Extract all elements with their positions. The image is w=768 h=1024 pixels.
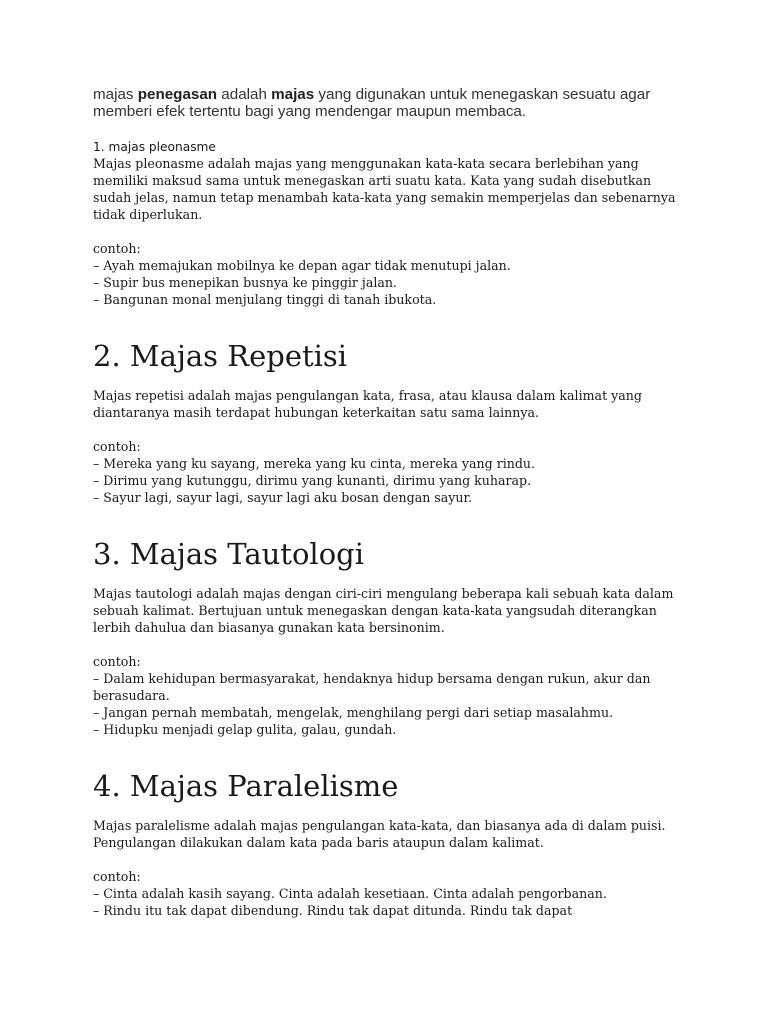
section-paragraph: Majas repetisi adalah majas pengulangan kata, frasa, atau klausa dalam kalimat yang diantaranya masih terdapat hubungan keterkaitan satu sama lainnya.: [93, 388, 642, 420]
document-page: [93, 86, 693, 919]
list-item: – Dirimu yang kutunggu, dirimu yang kunanti, dirimu yang kuharap.: [93, 473, 532, 488]
section-repetisi: [93, 339, 693, 506]
section-tautologi: [93, 537, 693, 738]
example-list: [93, 455, 693, 506]
list-item: – Jangan pernah membatah, mengelak, menghilang pergi dari setiap masalahmu.: [93, 705, 614, 720]
section-heading: 1. majas pleonasme: [93, 140, 216, 154]
intro-bold-majas: majas: [271, 86, 315, 103]
list-item: – Bangunan monal menjulang tinggi di tanah ibukota.: [93, 292, 437, 307]
intro-text: majas: [93, 86, 138, 103]
contoh-label: contoh:: [93, 241, 141, 256]
section-heading: 2. Majas Repetisi: [93, 339, 348, 373]
example-list: [93, 257, 693, 308]
list-item: – Supir bus menepikan busnya ke pinggir jalan.: [93, 275, 397, 290]
section-heading: 4. Majas Paralelisme: [93, 769, 399, 803]
list-item: – Sayur lagi, sayur lagi, sayur lagi aku bosan dengan sayur.: [93, 490, 473, 505]
section-pleonasme: [93, 139, 693, 308]
contoh-label: contoh:: [93, 654, 141, 669]
section-paragraph: Majas paralelisme adalah majas pengulangan kata-kata, dan biasanya ada di dalam puisi. Pengulangan dilakukan dalam kata pada baris ataupun dalam kalimat.: [93, 818, 666, 850]
intro-bold-penegasan: penegasan: [137, 86, 218, 103]
contoh-label: contoh:: [93, 869, 141, 884]
list-item: – Hidupku menjadi gelap gulita, galau, gundah.: [93, 722, 397, 737]
list-item: – Dalam kehidupan bermasyarakat, hendaknya hidup bersama dengan rukun, akur dan berasudara.: [93, 671, 651, 703]
section-heading: 3. Majas Tautologi: [93, 537, 364, 571]
list-item: – Rindu itu tak dapat dibendung. Rindu tak dapat ditunda. Rindu tak dapat: [93, 903, 573, 918]
section-paragraph: Majas pleonasme adalah majas yang menggunakan kata-kata secara berlebihan yang memiliki maksud sama untuk menegaskan arti suatu kata. Kata yang sudah disebutkan sudah jelas, namun tetap menambah kata-kata yang semakin memperjelas dan sebenarnya tidak diperlukan.: [93, 156, 676, 222]
intro-paragraph: [93, 86, 693, 120]
list-item: – Cinta adalah kasih sayang. Cinta adalah kesetiaan. Cinta adalah pengorbanan.: [93, 886, 607, 901]
section-paralelisme: [93, 769, 693, 919]
intro-text: adalah: [217, 86, 272, 103]
contoh-label: contoh:: [93, 439, 141, 454]
intro-text: yang digunakan untuk menegaskan sesuatu agar memberi efek tertentu bagi yang mendengar maupun membaca.: [93, 86, 651, 120]
example-list: [93, 885, 693, 919]
list-item: – Ayah memajukan mobilnya ke depan agar tidak menutupi jalan.: [93, 258, 511, 273]
example-list: [93, 670, 693, 738]
list-item: – Mereka yang ku sayang, mereka yang ku cinta, mereka yang rindu.: [93, 456, 536, 471]
section-paragraph: Majas tautologi adalah majas dengan ciri-ciri mengulang beberapa kali sebuah kata dalam sebuah kalimat. Bertujuan untuk menegaskan dengan kata-kata yangsudah diterangkan lerbih dahulua dan biasanya gunakan kata bersinonim.: [93, 586, 674, 635]
